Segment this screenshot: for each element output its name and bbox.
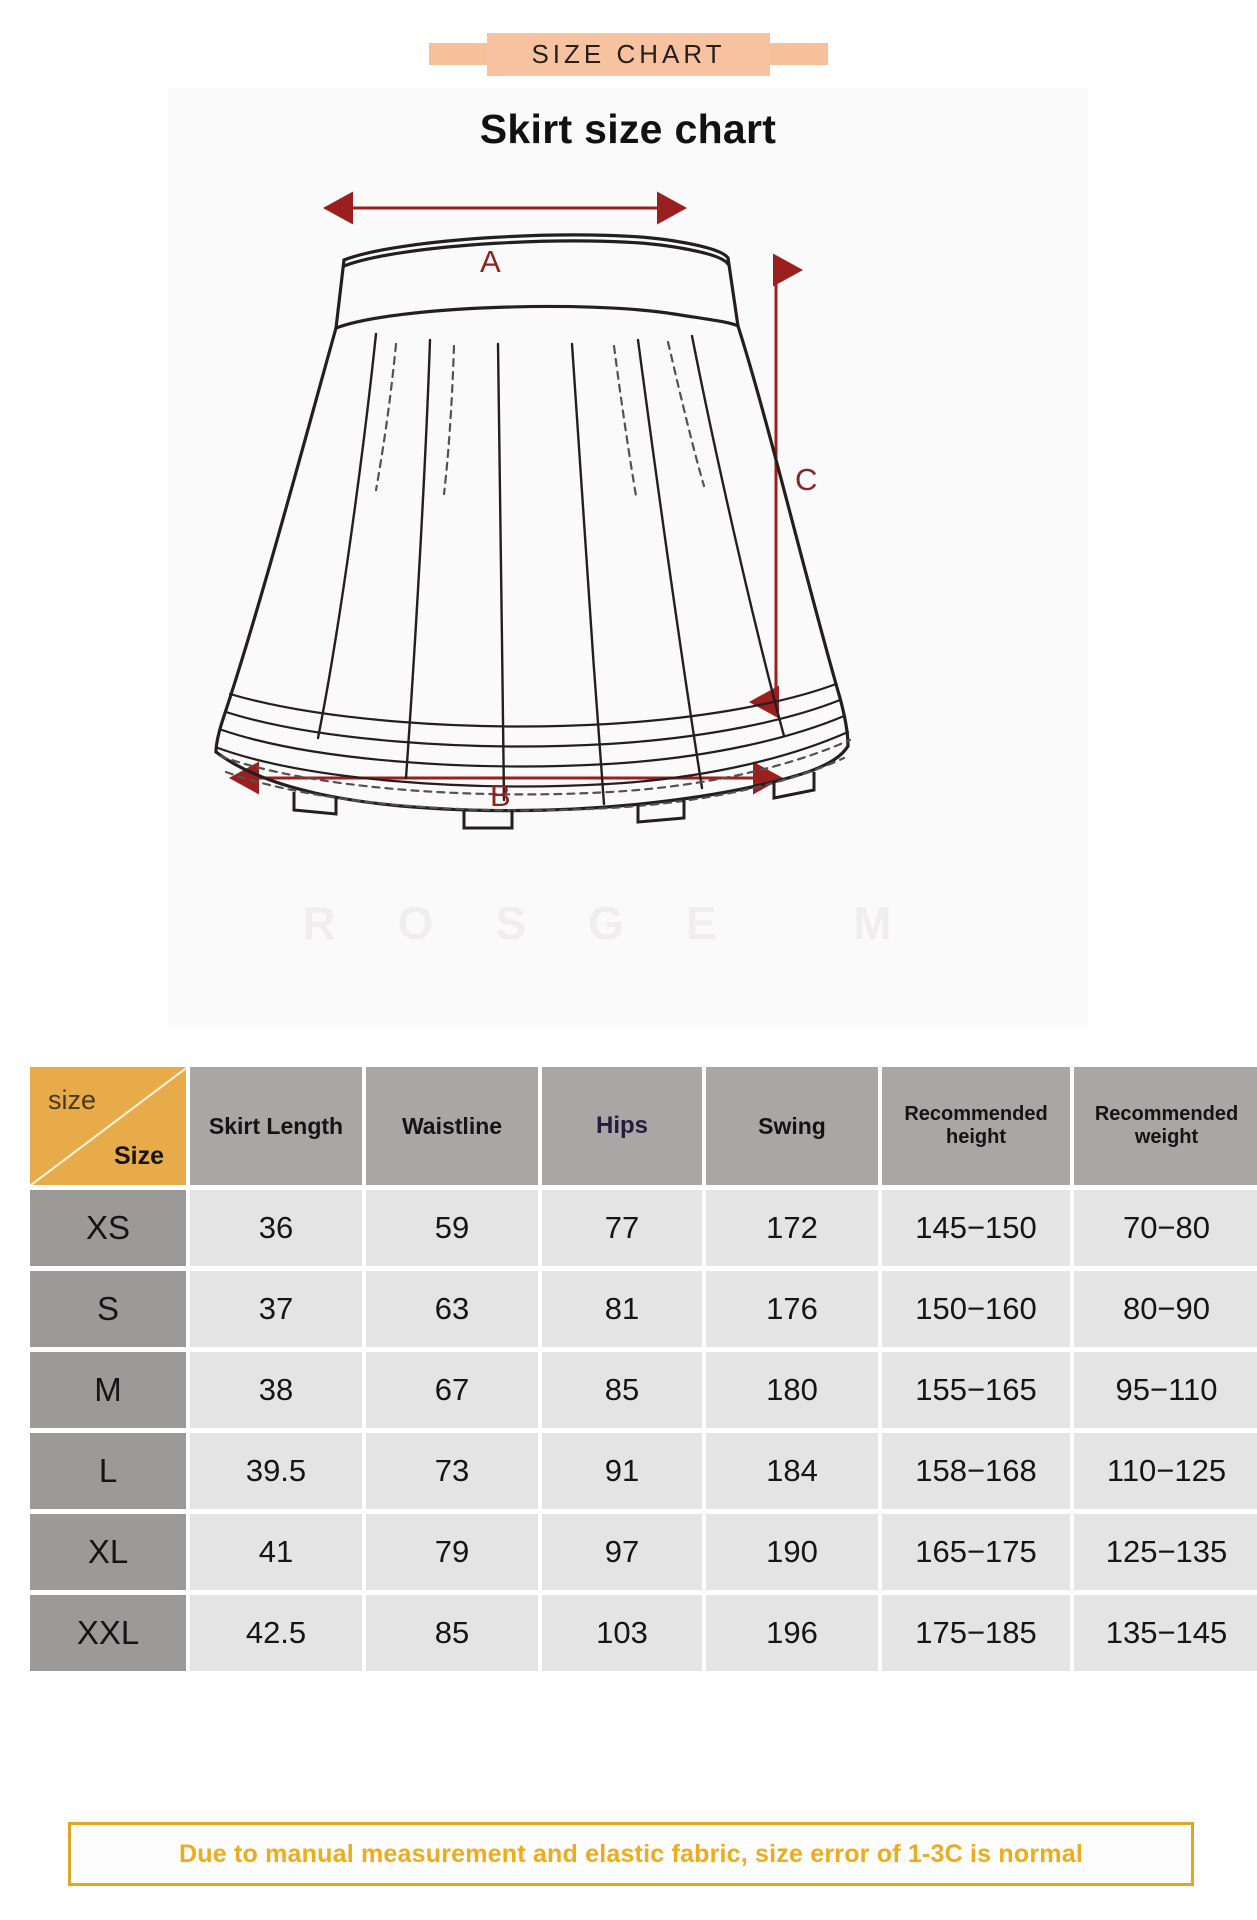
cell-recommended-height: 145−150 [882,1190,1070,1266]
cell-recommended-weight: 125−135 [1074,1514,1257,1590]
cell-recommended-height: 150−160 [882,1271,1070,1347]
row-size-label: L [30,1433,186,1509]
measurement-label-b: B [490,778,511,813]
ribbon-tail-right [770,43,828,65]
header-cell-hips: Hips [542,1067,702,1185]
cell-hips: 97 [542,1514,702,1590]
cell-recommended-height: 165−175 [882,1514,1070,1590]
cell-waistline: 85 [366,1595,538,1671]
cell-waistline: 79 [366,1514,538,1590]
cell-skirt-length: 37 [190,1271,362,1347]
table-row [30,1352,1257,1428]
cell-swing: 176 [706,1271,878,1347]
cell-swing: 184 [706,1433,878,1509]
illustration-panel [168,88,1088,1028]
corner-bottom-label: Size [113,1142,164,1170]
skirt-stitching [220,342,850,813]
ribbon-center [487,33,769,76]
cell-swing: 180 [706,1352,878,1428]
cell-hips: 85 [542,1352,702,1428]
table-row [30,1433,1257,1509]
measurement-label-a: A [480,244,501,279]
size-table-container [26,1062,1239,1676]
header-cell-waistline: Waistline [366,1067,538,1185]
illustration-title: Skirt size chart [479,106,777,152]
header-cell-size-corner [30,1067,186,1185]
size-chart-banner [0,28,1257,80]
cell-hips: 103 [542,1595,702,1671]
cell-skirt-length: 38 [190,1352,362,1428]
skirt-hem-notches [294,772,814,828]
cell-waistline: 67 [366,1352,538,1428]
measurement-disclaimer [68,1822,1194,1886]
cell-recommended-height: 155−165 [882,1352,1070,1428]
cell-skirt-length: 42.5 [190,1595,362,1671]
cell-skirt-length: 39.5 [190,1433,362,1509]
measurement-label-c: C [795,462,818,497]
cell-waistline: 63 [366,1271,538,1347]
cell-recommended-weight: 110−125 [1074,1433,1257,1509]
row-size-label: XXL [30,1595,186,1671]
cell-swing: 196 [706,1595,878,1671]
ribbon-tail-left [429,43,487,65]
header-cell-recommended-weight: Recommended weight [1074,1067,1257,1185]
cell-recommended-weight: 95−110 [1074,1352,1257,1428]
cell-waistline: 59 [366,1190,538,1266]
disclaimer-text: Due to manual measurement and elastic fabric, size error of 1-3C is normal [179,1839,1083,1868]
table-row [30,1595,1257,1671]
cell-hips: 81 [542,1271,702,1347]
cell-recommended-height: 175−185 [882,1595,1070,1671]
size-table [26,1062,1257,1676]
ribbon [429,33,827,76]
cell-recommended-weight: 70−80 [1074,1190,1257,1266]
table-row [30,1190,1257,1266]
corner-top-label: size [48,1085,97,1115]
cell-swing: 190 [706,1514,878,1590]
watermark-text: ROSGE M [302,897,954,949]
cell-recommended-weight: 80−90 [1074,1271,1257,1347]
cell-skirt-length: 36 [190,1190,362,1266]
row-size-label: M [30,1352,186,1428]
header-cell-skirt-length: Skirt Length [190,1067,362,1185]
header-cell-recommended-height: Recommended height [882,1067,1070,1185]
row-size-label: XL [30,1514,186,1590]
table-row [30,1271,1257,1347]
cell-recommended-height: 158−168 [882,1433,1070,1509]
cell-skirt-length: 41 [190,1514,362,1590]
skirt-illustration [216,235,848,811]
skirt-diagram [168,88,1088,1028]
header-cell-swing: Swing [706,1067,878,1185]
cell-recommended-weight: 135−145 [1074,1595,1257,1671]
banner-title: SIZE CHART [531,38,726,69]
table-header-row [30,1067,1257,1185]
row-size-label: S [30,1271,186,1347]
row-size-label: XS [30,1190,186,1266]
cell-swing: 172 [706,1190,878,1266]
table-row [30,1514,1257,1590]
cell-hips: 77 [542,1190,702,1266]
cell-waistline: 73 [366,1433,538,1509]
cell-hips: 91 [542,1433,702,1509]
